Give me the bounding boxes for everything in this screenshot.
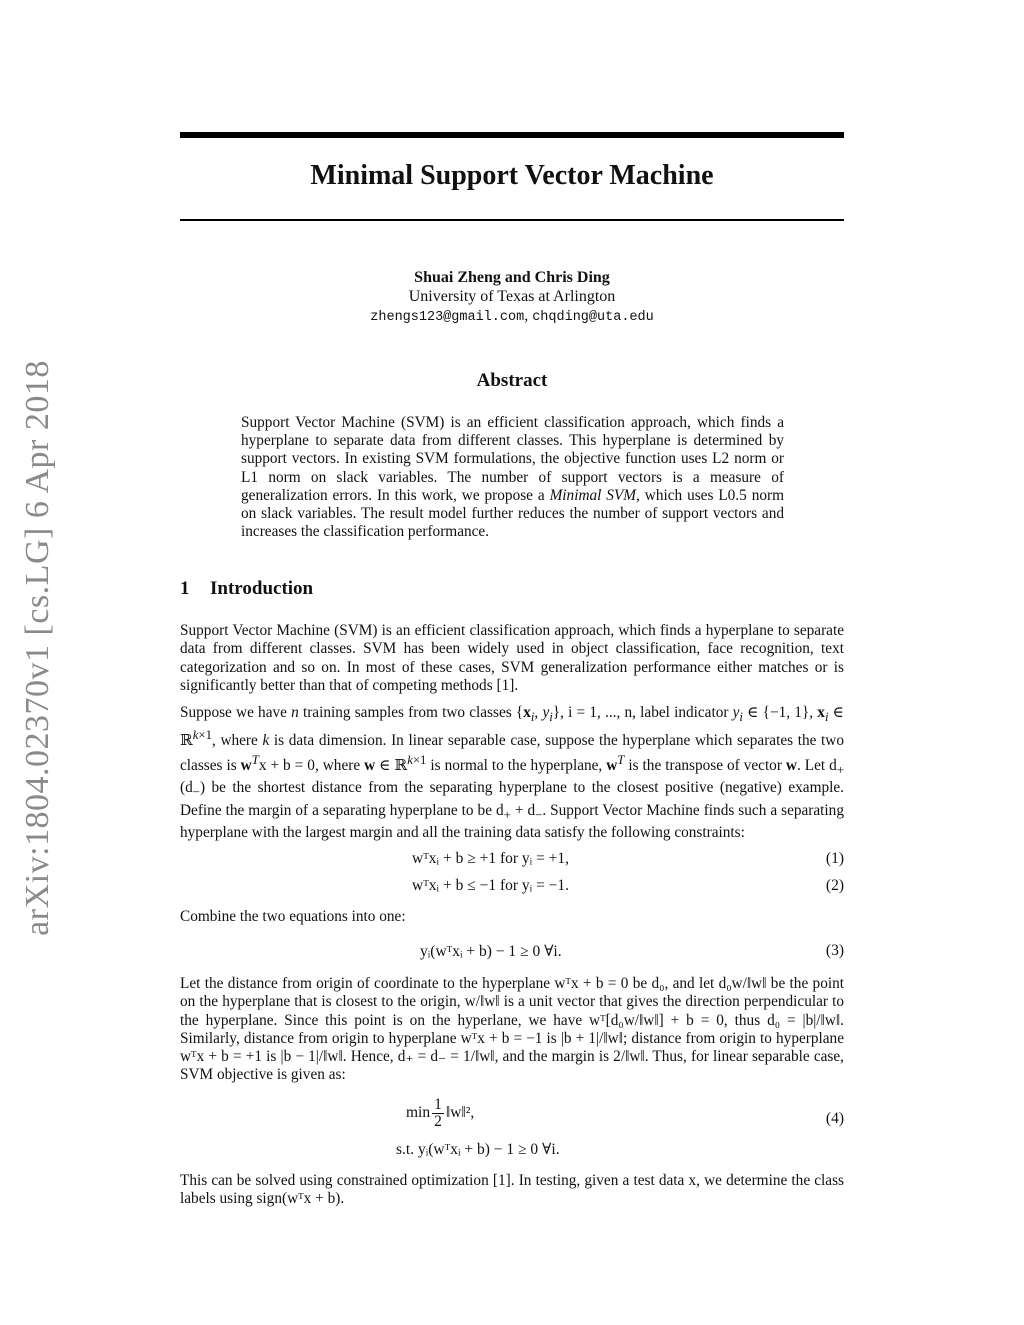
p2-text-e: ∈ ℝ bbox=[180, 704, 844, 750]
abstract-text-part2: , which uses L0.5 norm on slack variables. The result model further reduces the number of support vectors and increases the classification performance. bbox=[241, 486, 784, 541]
equation-4-objective-text: ‖w‖², bbox=[445, 1104, 475, 1122]
abstract-heading: Abstract bbox=[476, 370, 548, 391]
abstract-emphasis: Minimal SVM bbox=[549, 486, 637, 504]
paragraph-testing: This can be solved using constrained optimization [1]. In testing, given a test data x, we determine the class labels using sign(wᵀx + b). bbox=[180, 1172, 844, 1208]
equation-3-number: (3) bbox=[825, 942, 844, 959]
title-bottom-rule bbox=[180, 219, 844, 221]
p2-text-c: }, i = 1, ..., n, label indicator bbox=[552, 704, 733, 721]
paper-title: Minimal Support Vector Machine bbox=[310, 160, 714, 191]
equation-2-number: (2) bbox=[825, 877, 844, 894]
author-email-1[interactable]: zhengs123@gmail.com bbox=[370, 310, 525, 325]
equation-1-expr: wᵀxᵢ + b ≥ +1 for yᵢ = +1, bbox=[412, 850, 570, 867]
paragraph-setup: Suppose we have n training samples from two classes {$x_i$, $y_i$}, i = 1, ..., n, label indicator $y_i$ ∈ {−1, 1}, $x_i$ ∈ ℝ$^{k\times 1}$, where k is data dimension. In linear separable case, suppose the hyperplane which separates the two classes is $w^Tx + b = 0$, where w ∈ ℝ$^{k\times 1}$ is normal to the hyperplane, $w^T$ is the transpose of vector w. Let $d_+$ $(d_-)$ be the shortest distance from the separating hyperplane to the closest positive (negative) example. Define the margin of a separating hyperplane to be $d_+ + d_-$. Support Vector Machine finds such a separating hyperplane with the largest margin and all the training data satisfy the following constraints: bbox=[180, 704, 845, 841]
section-heading bbox=[180, 578, 313, 600]
p2-text-n: ) be the shortest distance from the separating hyperplane to the closest positive (negative) example. Define the margin of a separating hyperplane to be d bbox=[180, 779, 844, 819]
p2-text-l: . Let d bbox=[796, 756, 837, 774]
p2-text-g: is data dimension. In linear separable case, suppose the hyperplane which separates the two classes is bbox=[180, 732, 844, 774]
equation-4-min: min bbox=[406, 1104, 431, 1122]
email-separator: , bbox=[524, 307, 533, 324]
author-emails bbox=[180, 306, 844, 327]
p2-text-o: + d bbox=[510, 801, 536, 819]
arxiv-side-stamp: arXiv:1804.02370v1 [cs.LG] 6 Apr 2018 bbox=[19, 360, 56, 936]
title-top-rule bbox=[180, 132, 844, 138]
p2-text-m: (d bbox=[180, 779, 193, 797]
paragraph-intro: Support Vector Machine (SVM) is an efficient classification approach, which finds a hyperplane to separate data from different classes. SVM has been widely used in object classification, face recognition, text categorization and so on. In most of these cases, SVM generalization performance either matches or is significantly better than that of competing methods [1]. bbox=[180, 622, 844, 694]
p2-text-k: is the transpose of vector bbox=[624, 756, 786, 774]
author-email-2[interactable]: chqding@uta.edu bbox=[532, 310, 654, 325]
author-block bbox=[180, 268, 844, 327]
p2-text-j: is normal to the hyperplane, bbox=[426, 756, 607, 774]
fraction-denominator: 2 bbox=[434, 1113, 442, 1130]
equation-2-expr: wᵀxᵢ + b ≤ −1 for yᵢ = −1. bbox=[412, 877, 570, 894]
paragraph-distance: Let the distance from origin of coordinate to the hyperplane wᵀx + b = 0 be d₀, and let d₀w/‖w‖ be the point on the hyperplane that is closest to the origin, w/‖w‖ is a unit vector that gives the direction perpendicular to the hyperplane. Since this point is on the hyperlane, we have wᵀ[d₀w/‖w‖] + b = 0, thus d₀ = |b|/‖w‖. Similarly, distance from origin to hyperplane wᵀx + b = −1 is |b + 1|/‖w‖; distance from origin to hyperplane wᵀx + b = +1 is |b − 1|/‖w‖. Hence, d₊ = d₋ = 1/‖w‖, and the margin is 2/‖w‖. Thus, for linear separable case, SVM objective is given as: bbox=[180, 975, 844, 1084]
p2-text-p: . Support Vector Machine finds such a separating hyperplane with the largest margin and all the training data satisfy the following constraints: bbox=[180, 801, 844, 841]
p2-text-f: , where bbox=[211, 732, 263, 750]
fraction-numerator: 1 bbox=[434, 1096, 442, 1113]
section-title: Introduction bbox=[210, 578, 314, 599]
section-number: 1 bbox=[180, 578, 190, 599]
author-names: Shuai Zheng and Chris Ding bbox=[414, 269, 610, 286]
abstract-text-part1: Support Vector Machine (SVM) is an efficient classification approach, which finds a hyperplane to separate data from different classes. This hyperplane is determined by support vectors. In existing SVM formulations, the objective function uses L2 norm or L1 norm on slack variables. The number of support vectors is a measure of generalization errors. In this work, we propose a bbox=[241, 414, 784, 504]
equation-4-number: (4) bbox=[825, 1110, 844, 1127]
p2-text-a: Suppose we have bbox=[180, 704, 292, 721]
author-affiliation: University of Texas at Arlington bbox=[408, 288, 616, 305]
paragraph-combine: Combine the two equations into one: bbox=[180, 908, 406, 925]
p2-text-i: ∈ ℝ bbox=[375, 756, 408, 774]
equation-1-number: (1) bbox=[825, 850, 844, 867]
p2-text-b: training samples from two classes { bbox=[298, 704, 524, 721]
equation-4-constraint-expr: s.t. yᵢ(wᵀxᵢ + b) − 1 ≥ 0 ∀i. bbox=[396, 1141, 560, 1158]
equation-3-expr: yᵢ(wᵀxᵢ + b) − 1 ≥ 0 ∀i. bbox=[420, 943, 562, 960]
p2-text-h: x + b = 0, where bbox=[258, 756, 365, 774]
equation-4-expr bbox=[406, 1097, 474, 1130]
p2-text-d: ∈ {−1, 1}, bbox=[742, 704, 818, 721]
equation-4-fraction bbox=[432, 1097, 444, 1130]
abstract-text bbox=[241, 414, 784, 541]
